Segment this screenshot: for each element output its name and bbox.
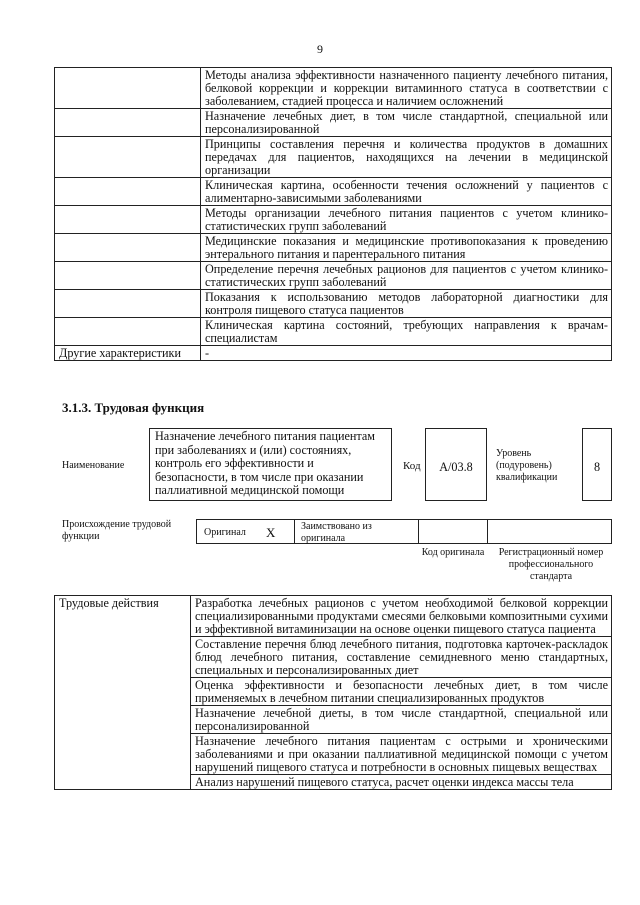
row-label xyxy=(55,178,201,206)
row-text: Медицинские показания и медицинские противопоказания к проведению энтерального питания и парентерального питания xyxy=(201,234,612,262)
row-text: Определение перечня лечебных рационов для пациентов с учетом клинико-статистических групп заболеваний xyxy=(201,262,612,290)
function-name-box xyxy=(149,428,392,501)
row-text: Принципы составления перечня и количества продуктов в домашних передачах для пациентов, находящихся на лечении в медицинской организации xyxy=(201,137,612,178)
labor-actions-table xyxy=(54,595,612,790)
name-label: Наименование xyxy=(62,460,125,471)
labor-action-text: Составление перечня блюд лечебного питания, подготовка карточек-раскладок блюд лечебного питания, составление семидневного меню стандартных, специальных и персонализированных диет xyxy=(191,637,612,678)
row-text: Показания к использованию методов лабораторной диагностики для контроля пищевого статуса пациентов xyxy=(201,290,612,318)
row-label: Другие характеристики xyxy=(55,346,201,361)
labor-actions-label: Трудовые действия xyxy=(55,596,191,790)
reg-number-caption: Регистрационный номер профессионального стандарта xyxy=(498,547,604,582)
code-value: А/03.8 xyxy=(439,460,473,474)
row-text: Клиническая картина, особенности течения осложнений у пациентов с алиментарно-зависимыми заболеваниями xyxy=(201,178,612,206)
labor-action-text: Назначение лечебного питания пациентам с острыми и хроническими заболеваниями и при оказании паллиативной медицинской помощи с учетом нарушений пищевого статуса и потребности в основных пищевых веществах xyxy=(191,734,612,775)
original-mark: X xyxy=(266,525,276,540)
borrowed-label: Заимствовано из оригинала xyxy=(301,521,372,544)
row-text: Назначение лечебных диет, в том числе стандартной, специальной или персонализированной xyxy=(201,109,612,137)
labor-action-text: Анализ нарушений пищевого статуса, расчет оценки индекса массы тела xyxy=(191,775,612,790)
labor-action-text: Разработка лечебных рационов с учетом необходимой белковой коррекции специализированными продуктами смесями белковыми композитными сухими и эффективной витаминизации на основе оценки пищевого статуса пациента xyxy=(191,596,612,637)
row-label xyxy=(55,262,201,290)
table-row xyxy=(55,262,612,290)
table-row xyxy=(55,596,612,637)
row-text: Методы организации лечебного питания пациентов с учетом клинико-статистических групп заболеваний xyxy=(201,206,612,234)
row-label xyxy=(55,137,201,178)
row-label xyxy=(55,109,201,137)
code-original-caption: Код оригинала xyxy=(421,547,485,558)
row-label xyxy=(55,318,201,346)
table-row xyxy=(55,318,612,346)
row-text: Методы анализа эффективности назначенного пациенту лечебного питания, белковой коррекции и коррекции витаминного статуса в соответствии с заболеванием, стадией процесса и наличием осложнений xyxy=(201,68,612,109)
table-row xyxy=(55,206,612,234)
row-label xyxy=(55,68,201,109)
row-label xyxy=(55,234,201,262)
level-box xyxy=(582,428,612,501)
row-label xyxy=(55,206,201,234)
labor-action-text: Оценка эффективности и безопасности лечебных диет, в том числе применяемых в лечебном питании специализированных продуктов xyxy=(191,678,612,706)
labor-action-text: Назначение лечебной диеты, в том числе стандартной, специальной или персонализированной xyxy=(191,706,612,734)
code-box xyxy=(425,428,487,501)
origin-row xyxy=(196,519,612,544)
function-name: Назначение лечебного питания пациентам при заболеваниях и (или) состояниях, контроль его эффективности и безопасности, в том числе при оказании паллиативной медицинской помощи xyxy=(155,429,376,497)
row-label xyxy=(55,290,201,318)
row-text: - xyxy=(201,346,612,361)
table-row xyxy=(55,137,612,178)
divider xyxy=(418,520,419,543)
page-number: 9 xyxy=(317,42,323,56)
level-label: Уровень (подуровень) квалификации xyxy=(496,448,558,483)
table-row xyxy=(55,346,612,361)
original-label: Оригинал xyxy=(204,527,246,538)
table-row xyxy=(55,68,612,109)
knowledge-table xyxy=(54,67,612,361)
row-text: Клиническая картина состояний, требующих направления к врачам-специалистам xyxy=(201,318,612,346)
divider xyxy=(294,520,295,543)
origin-label: Происхождение трудовой функции xyxy=(62,519,172,542)
code-label: Код xyxy=(403,460,421,472)
table-row xyxy=(55,109,612,137)
table-row xyxy=(55,234,612,262)
table-row xyxy=(55,178,612,206)
section-title: 3.1.3. Трудовая функция xyxy=(62,400,205,415)
divider xyxy=(487,520,488,543)
table-row xyxy=(55,290,612,318)
level-value: 8 xyxy=(593,460,601,474)
